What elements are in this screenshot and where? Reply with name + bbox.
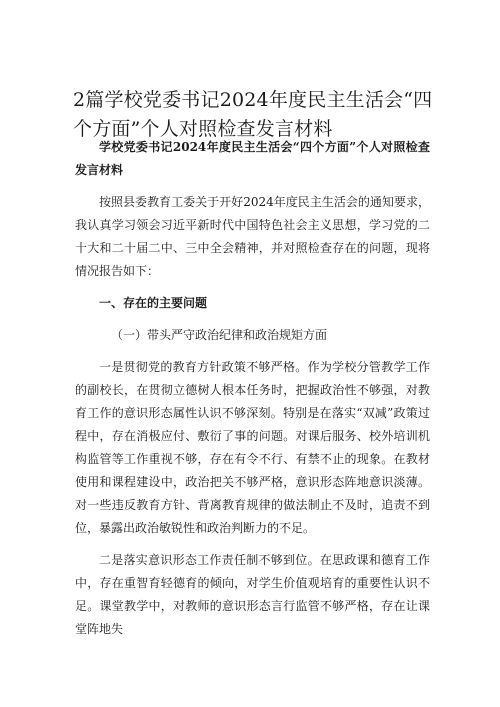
section-heading: 一、存在的主要问题 (99, 296, 208, 310)
subsection-heading: （一）带头严守政治纪律和政治规矩方面 (111, 328, 328, 342)
intro-paragraph: 按照县委教育工委关于开好2024年度民主生活会的通知要求，我认真学习领会习近平新时代中国特色社会主义思想，学习党的二十大和二十届二中、三中全会精神，并对照检查存在的问题，现将情况报告如下： (75, 195, 430, 278)
body-paragraph-2: 二是落实意识形态工作责任制不够到位。在思政课和德育工作中，存在重智育轻德育的倾向，对学生价值观培育的重要性认识不足。课堂教学中，对教师的意识形态言行监管不够严格，存在让课堂阵地失 (75, 553, 430, 636)
document-body (75, 136, 430, 641)
document-title: 2篇学校党委书记2024年度民主生活会“四个方面”个人对照检查发言材料 (73, 89, 433, 140)
body-paragraph-1: 一是贯彻党的教育方针政策不够严格。作为学校分管教学工作的副校长，在贯彻立德树人根本任务时，把握政治性不够强，对教育工作的意识形态属性认识不够深刻。特别是在落实“双减”政策过程中，存在消极应付、敷衍了事的问题。对课后服务、校外培训机构监管等工作重视不够，存在有令不行、有禁不止的现象。在教材使用和课程建设中，政治把关不够严格，意识形态阵地意识淡薄。对一些违反教育方针、背离教育规律的做法制止不及时，追责不到位，暴露出政治敏锐性和政治判断力的不足。 (75, 360, 430, 535)
document-subtitle: 学校党委书记2024年度民主生活会“四个方面”个人对照检查发言材料 (75, 140, 430, 177)
